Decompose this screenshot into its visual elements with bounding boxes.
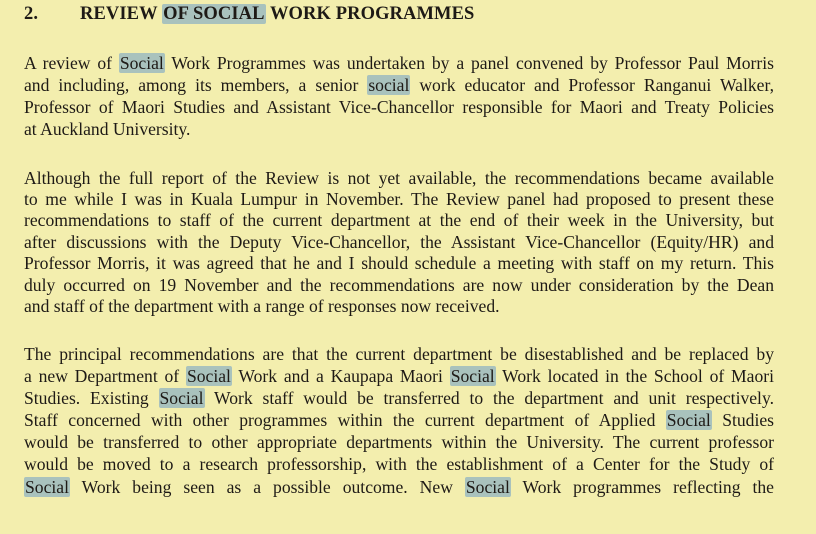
highlight-social: Social (450, 366, 495, 386)
text-run: Work staff would be transferred to the department and unit respectively. (204, 388, 774, 408)
paragraph-1-line-2 (24, 74, 774, 96)
paragraph-2-line-3 (24, 209, 774, 231)
paragraph-3-line-4 (24, 409, 774, 431)
heading-highlight: OF SOCIAL (163, 4, 265, 24)
text-run: Studies. Existing (24, 388, 159, 408)
text-run: recommendations to staff of the current department at the end of their week in the University, but (24, 210, 774, 230)
highlight-social: Social (666, 410, 711, 430)
text-run: Staff concerned with other programmes within the current department of Applied (24, 410, 666, 430)
text-run: duly occurred on 19 November and the recommendations are now under consideration by the Dean (24, 275, 774, 295)
text-run: work educator and Professor Ranganui Walker, (410, 75, 775, 95)
text-run: Studies (711, 410, 774, 430)
paragraph-3-line-1 (24, 343, 774, 365)
paragraph-3-line-7 (24, 476, 774, 498)
section-number: 2. (24, 4, 39, 24)
text-run: would be transferred to other appropriate departments within the University. The current professor (24, 432, 774, 452)
text-run: Although the full report of the Review is not yet available, the recommendations became available (24, 168, 774, 188)
text-run: and including, among its members, a senior (24, 75, 368, 95)
highlight-social: Social (25, 477, 69, 497)
text-run: at Auckland University. (24, 119, 191, 139)
highlight-social: Social (186, 366, 231, 386)
highlight-social: social (368, 75, 410, 95)
paragraph-3-line-5 (24, 431, 774, 453)
text-run: Professor of Maori Studies and Assistant Vice-Chancellor responsible for Maori and Treaty Policies (24, 97, 774, 117)
text-run: Work being seen as a possible outcome. New (69, 477, 465, 497)
text-run: to me while I was in Kuala Lumpur in November. The Review panel had proposed to present these (24, 189, 774, 209)
paragraph-2-line-6 (24, 274, 774, 296)
paragraph-1-line-3 (24, 96, 774, 118)
paragraph-1-line-4 (24, 118, 190, 140)
paragraph-2-line-2 (24, 188, 774, 210)
text-run: would be moved to a research professorship, with the establishment of a Center for the Study of (24, 454, 774, 474)
paragraph-3-line-3 (24, 387, 774, 409)
paragraph-3-line-6 (24, 453, 774, 475)
paragraph-2-line-5 (24, 252, 774, 274)
text-run: Professor Morris, it was agreed that he and I should schedule a meeting with staff on my return. This (24, 253, 774, 273)
paragraph-2-line-1 (24, 167, 774, 189)
paragraph-2-line-7 (24, 295, 500, 317)
text-run: Work located in the School of Maori (495, 366, 774, 386)
paragraph-2-line-4 (24, 231, 774, 253)
paragraph-3-line-2 (24, 365, 774, 387)
text-run: a new Department of (24, 366, 186, 386)
text-run: after discussions with the Deputy Vice-Chancellor, the Assistant Vice-Chancellor (Equity/HR) and (24, 232, 774, 252)
paragraph-1-line-1 (24, 52, 774, 74)
heading-text-1: REVIEW (80, 4, 163, 24)
text-run: and staff of the department with a range of responses now received. (24, 296, 500, 316)
text-run: Work Programmes was undertaken by a panel convened by Professor Paul Morris (164, 53, 774, 73)
highlight-social: Social (119, 53, 164, 73)
highlight-social: Social (465, 477, 510, 497)
text-run: Work programmes reflecting the (510, 477, 774, 497)
text-run: Work and a Kaupapa Maori (231, 366, 450, 386)
text-run: A review of (24, 53, 119, 73)
section-heading (24, 4, 474, 25)
text-run: The principal recommendations are that the current department be disestablished and be replaced by (24, 344, 774, 364)
heading-text-2: WORK PROGRAMMES (265, 4, 475, 24)
highlight-social: Social (159, 388, 204, 408)
